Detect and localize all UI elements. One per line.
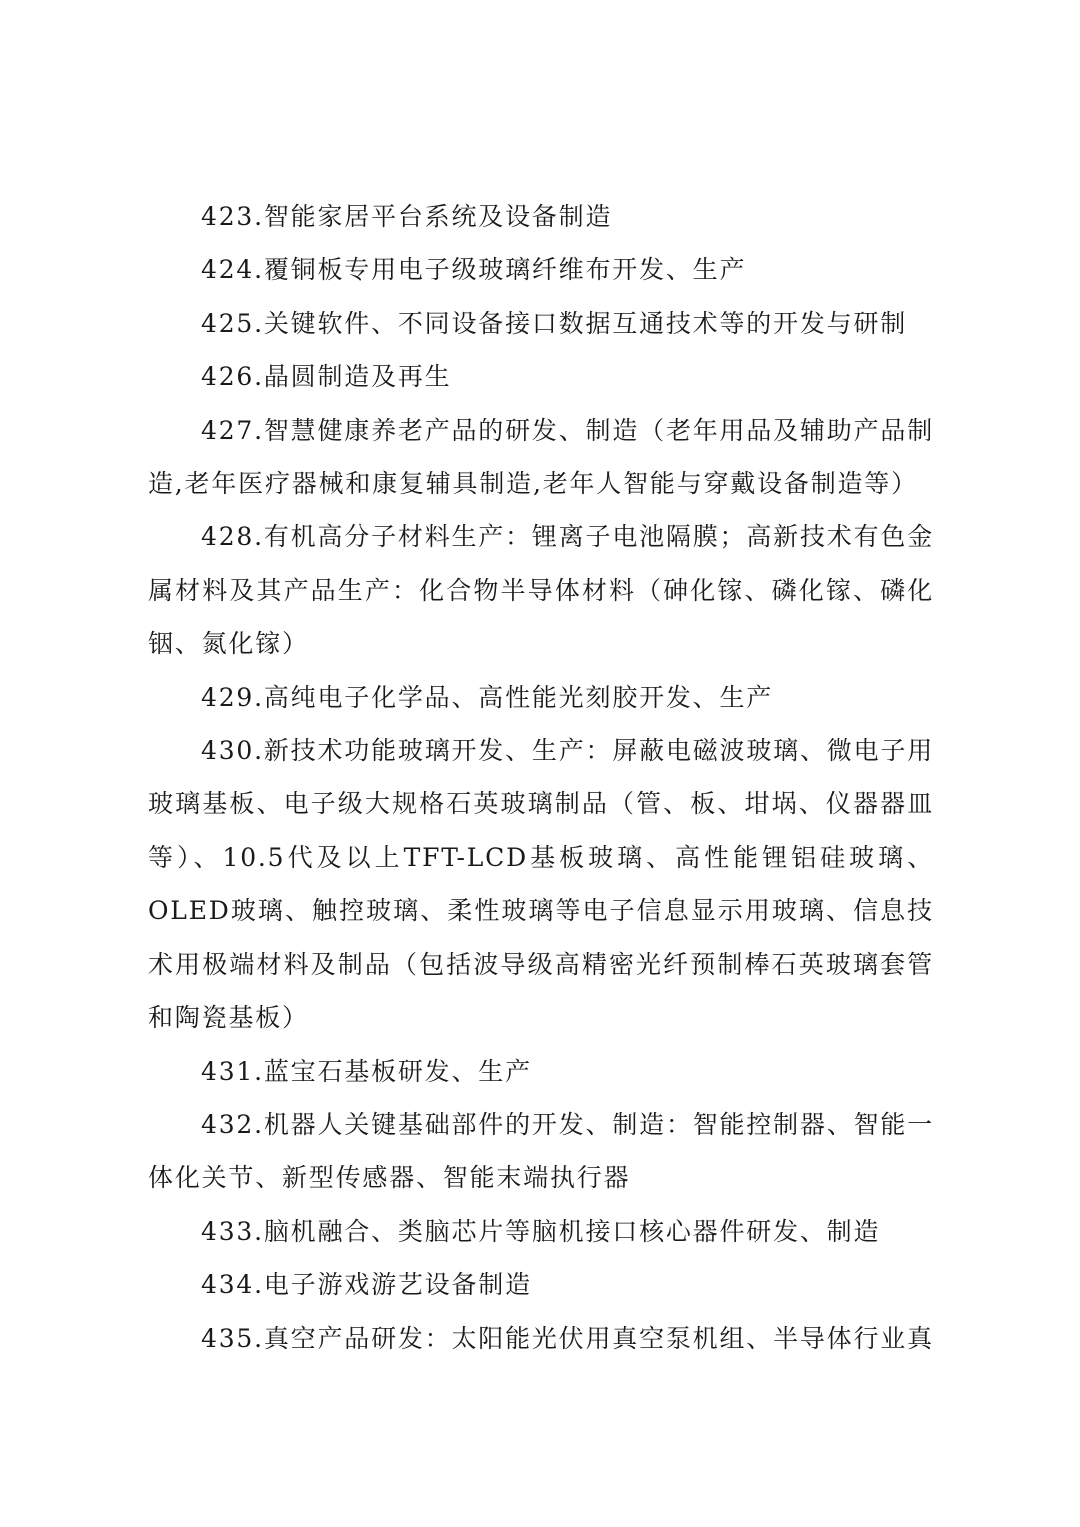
list-item-428: 428.有机高分子材料生产：锂离子电池隔膜；高新技术有色金属材料及其产品生产：化合物半导体材料（砷化镓、磷化镓、磷化铟、氮化镓）	[148, 522, 934, 659]
list-item-423: 423.智能家居平台系统及设备制造	[201, 202, 613, 231]
list-item-429: 429.高纯电子化学品、高性能光刻胶开发、生产	[201, 682, 774, 712]
list-item-431: 431.蓝宝石基板研发、生产	[201, 1056, 532, 1086]
list-item-424: 424.覆铜板专用电子级玻璃纤维布开发、生产	[201, 255, 747, 285]
list-item-427: 427.智慧健康养老产品的研发、制造（老年用品及辅助产品制造,老年医疗器械和康复辅具制造,老年人智能与穿戴设备制造等）	[148, 415, 934, 499]
list-item-426: 426.晶圆制造及再生	[201, 362, 452, 392]
document-body	[148, 190, 934, 1365]
list-item-433: 433.脑机融合、类脑芯片等脑机接口核心器件研发、制造	[201, 1216, 881, 1246]
list-item-432: 432.机器人关键基础部件的开发、制造：智能控制器、智能一体化关节、新型传感器、智能末端执行器	[148, 1109, 934, 1193]
list-item-425: 425.关键软件、不同设备接口数据互通技术等的开发与研制	[201, 308, 908, 338]
list-item-434: 434.电子游戏游艺设备制造	[201, 1270, 532, 1300]
list-item-435: 435.真空产品研发：太阳能光伏用真空泵机组、半导体行业真	[201, 1323, 934, 1353]
list-item-430: 430.新技术功能玻璃开发、生产：屏蔽电磁波玻璃、微电子用玻璃基板、电子级大规格石英玻璃制品（管、板、坩埚、仪器器皿等）、10.5代及以上TFT-LCD基板玻璃、高性能锂铝硅玻璃、OLED玻璃、触控玻璃、柔性玻璃等电子信息显示用玻璃、信息技术用极端材料及制品（包括波导级高精密光纤预制棒石英玻璃套管和陶瓷基板）	[148, 736, 934, 1033]
